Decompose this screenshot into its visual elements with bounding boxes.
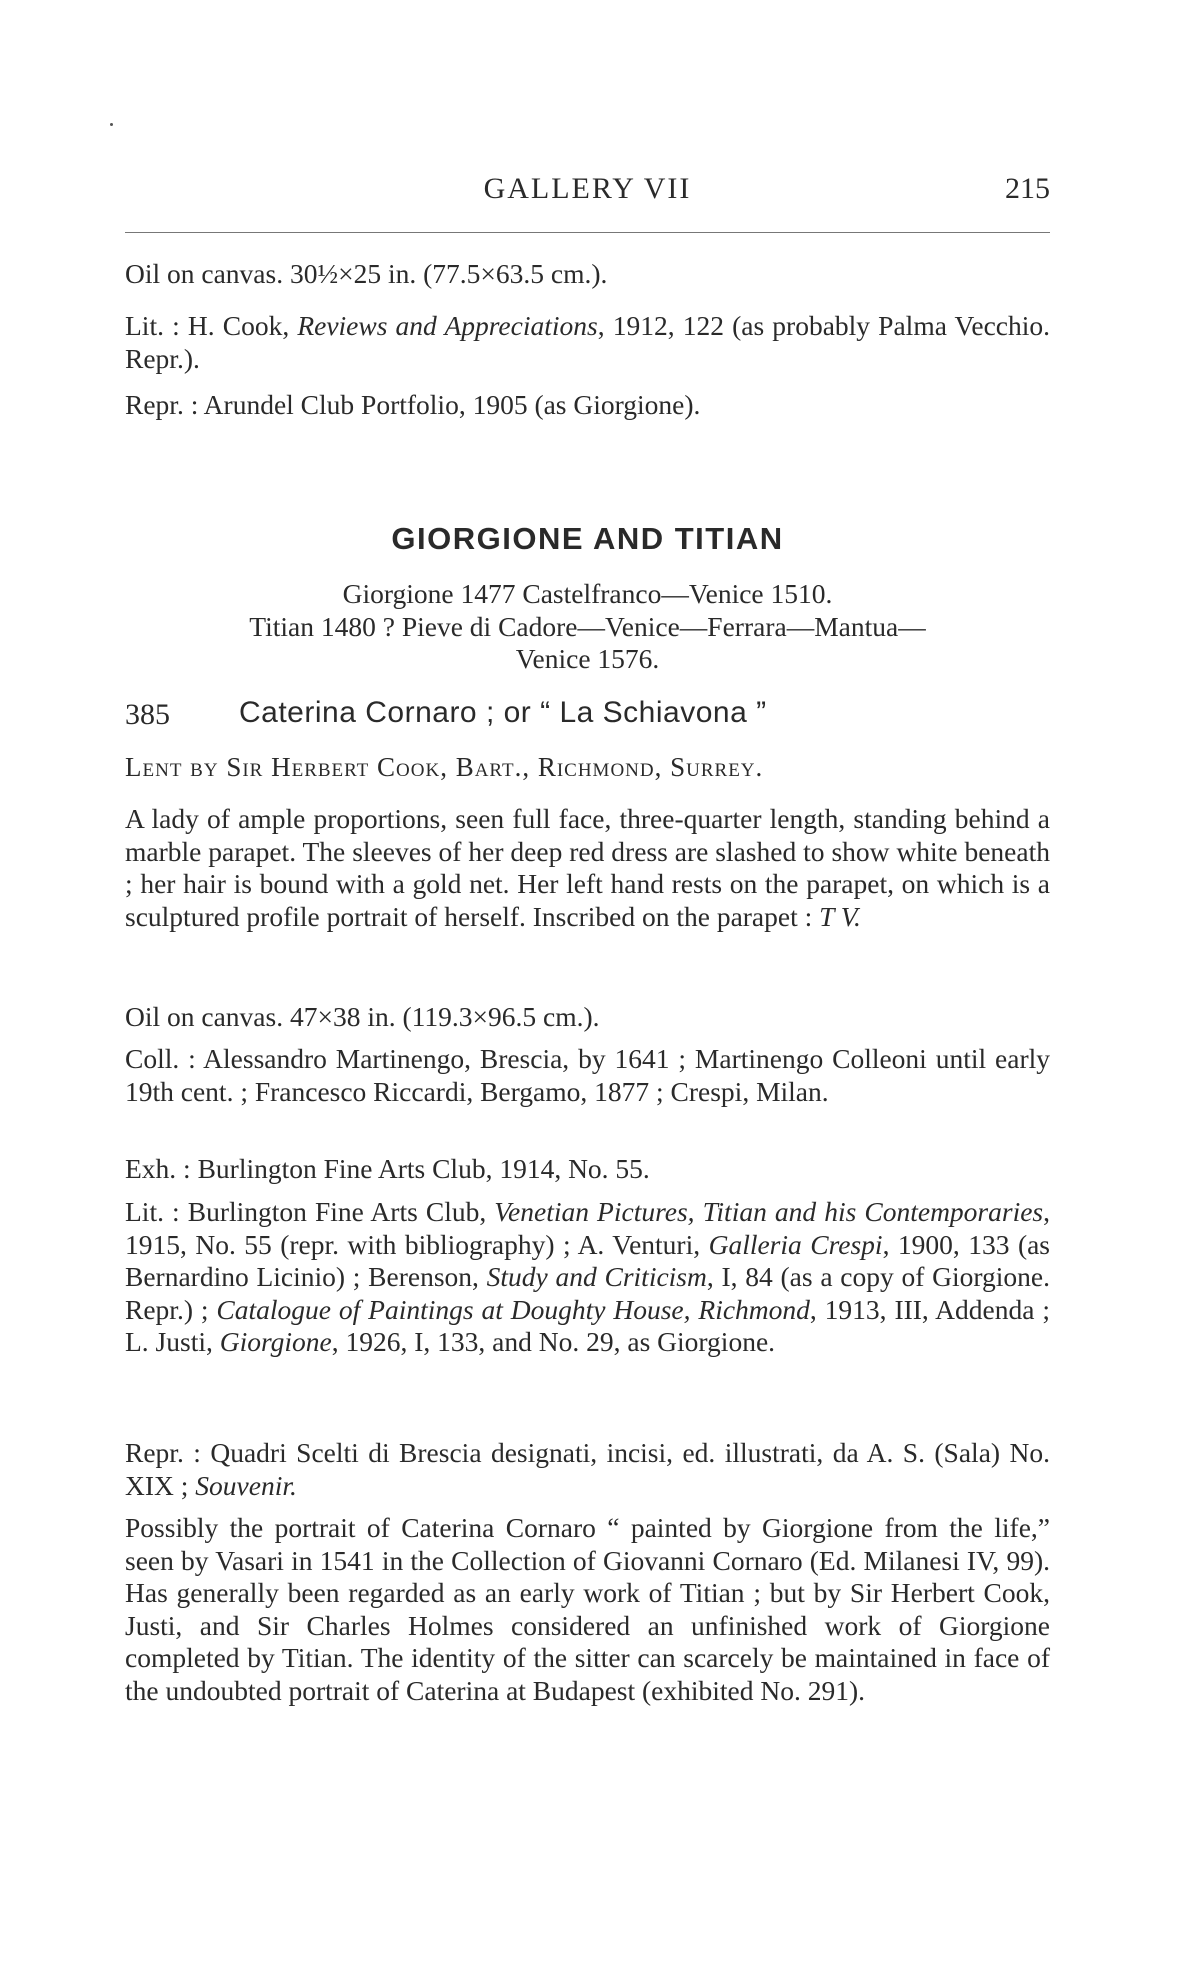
entry-collection: Coll. : Alessandro Martinengo, Brescia, by 1641 ; Martinengo Colleoni until early 19th cent. ; Francesco Riccardi, Bergamo, 1877 ; Crespi, Milan. [125, 1043, 1050, 1107]
previous-entry-literature: Lit. : H. Cook, Reviews and Appreciations, 1912, 122 (as probably Palma Vecchio. Repr.). [125, 310, 1050, 374]
entry-medium: Oil on canvas. 47×38 in. (119.3×96.5 cm.). [125, 1001, 600, 1032]
section-title: GIORGIONE AND TITIAN [391, 521, 784, 556]
previous-entry-medium: Oil on canvas. 30½×25 in. (77.5×63.5 cm.). [125, 258, 608, 289]
print-speck [110, 123, 113, 126]
header-rule [125, 232, 1050, 233]
entry-lender: Lent by Sir Herbert Cook, Bart., Richmond, Surrey. [125, 752, 764, 782]
previous-entry-reproduction: Repr. : Arundel Club Portfolio, 1905 (as Giorgione). [125, 389, 701, 420]
entry-reproduction: Repr. : Quadri Scelti di Brescia designati, incisi, ed. illustrati, da A. S. (Sala) No. XIX ; Souvenir. [125, 1437, 1050, 1501]
entry-number: 385 [125, 698, 170, 731]
entry-exhibition: Exh. : Burlington Fine Arts Club, 1914, No. 55. [125, 1153, 650, 1184]
page-number: 215 [1005, 172, 1050, 205]
entry-literature: Lit. : Burlington Fine Arts Club, Venetian Pictures, Titian and his Contemporaries, 1915, No. 55 (repr. with bibliography) ; A. Venturi, Galleria Crespi, 1900, 133 (as Bernardino Licinio) ; Berenson, Study and Criticism, I, 84 (as a copy of Giorgione. Repr.) ; Catalogue of Paintings at Doughty House, Richmond, 1913, III, Addenda ; L. Justi, Giorgione, 1926, I, 133, and No. 29, as Giorgione. [125, 1196, 1051, 1357]
running-title: GALLERY VII [483, 172, 692, 205]
artist-biography: Giorgione 1477 Castelfranco—Venice 1510. Titian 1480 ? Pieve di Cadore—Venice—Ferrara—Mantua— Venice 1576. [249, 578, 926, 674]
entry-description: A lady of ample proportions, seen full face, three-quarter length, standing behind a marble parapet. The sleeves of her deep red dress are slashed to show white beneath ; her hair is bound with a gold net. Her left hand rests on the parapet, on which is a sculptured profile portrait of herself. Inscribed on the parapet : T V. [125, 803, 1050, 932]
running-header [125, 172, 1050, 216]
entry-title: Caterina Cornaro ; or “ La Schiavona ” [239, 696, 767, 729]
entry-note: Possibly the portrait of Caterina Cornaro “ painted by Giorgione from the life,” seen by Vasari in 1541 in the Collection of Giovanni Cornaro (Ed. Milanesi IV, 99). Has generally been regarded as an early work of Titian ; but by Sir Herbert Cook, Justi, and Sir Charles Holmes considered an unfinished work of Giorgione completed by Titian. The identity of the sitter can scarcely be maintained in face of the undoubted portrait of Caterina at Budapest (exhibited No. 291). [125, 1512, 1050, 1706]
entry-heading [125, 696, 1050, 736]
